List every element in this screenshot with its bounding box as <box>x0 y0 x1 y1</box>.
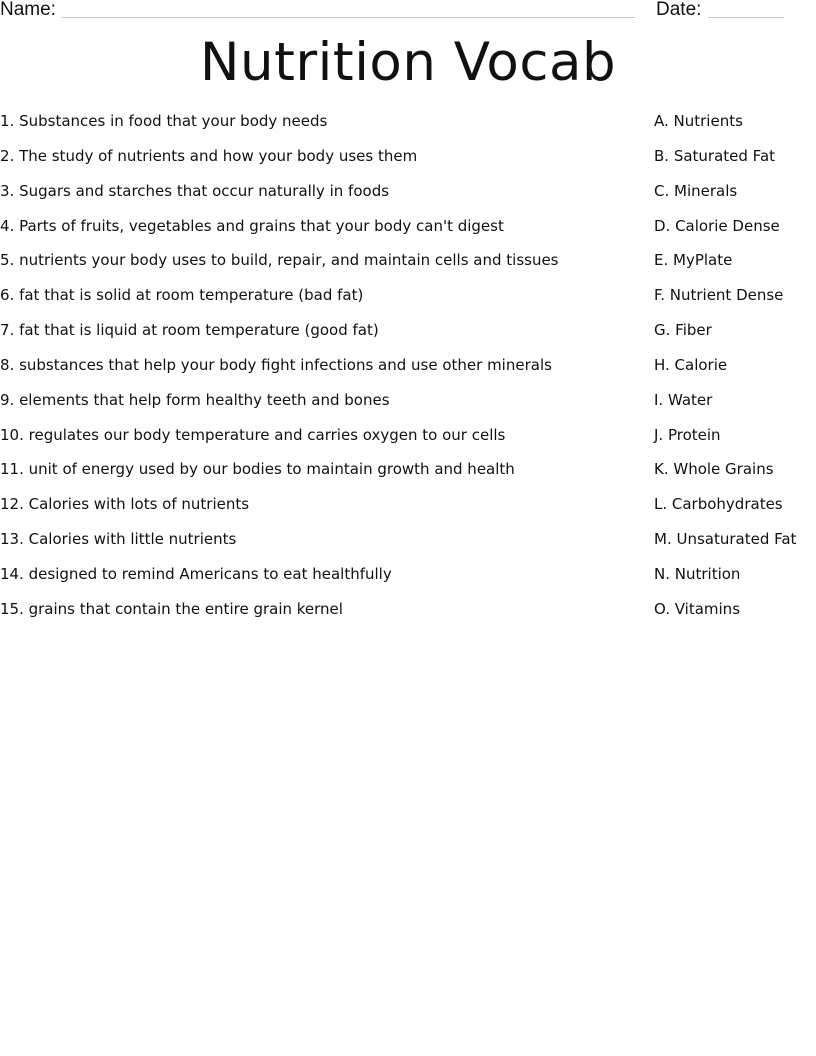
page-title: Nutrition Vocab <box>199 32 617 93</box>
answer-item: N. Nutrition <box>654 564 741 583</box>
answer-item: G. Fiber <box>654 321 712 340</box>
clue-item: 13. Calories with little nutrients <box>0 530 237 549</box>
clue-item: 10. regulates our body temperature and carries oxygen to our cells <box>0 425 506 444</box>
date-label: Date: <box>656 0 702 20</box>
answer-item: J. Protein <box>654 425 721 444</box>
answer-item: D. Calorie Dense <box>654 216 780 235</box>
clue-item: 8. substances that help your body fight infections and use other minerals <box>0 355 552 374</box>
answer-item: B. Saturated Fat <box>654 146 776 165</box>
clue-item: 11. unit of energy used by our bodies to maintain growth and health <box>0 460 515 479</box>
answer-item: C. Minerals <box>654 181 738 200</box>
answer-item: K. Whole Grains <box>654 460 774 479</box>
clue-item: 5. nutrients your body uses to build, repair, and maintain cells and tissues <box>0 251 559 270</box>
clue-item: 1. Substances in food that your body needs <box>0 112 328 130</box>
worksheet-header <box>0 0 816 24</box>
answer-list <box>654 112 814 635</box>
answer-item: F. Nutrient Dense <box>654 286 784 305</box>
answer-item: H. Calorie <box>654 355 728 374</box>
name-label: Name: <box>0 0 56 20</box>
clue-item: 7. fat that is liquid at room temperature (good fat) <box>0 321 379 340</box>
answer-item: L. Carbohydrates <box>654 495 783 514</box>
answer-item: O. Vitamins <box>654 599 741 618</box>
answer-item: E. MyPlate <box>654 251 733 270</box>
clue-item: 6. fat that is solid at room temperature (bad fat) <box>0 286 364 305</box>
clue-item: 14. designed to remind Americans to eat healthfully <box>0 564 392 583</box>
date-field-line[interactable] <box>708 17 784 18</box>
clue-item: 2. The study of nutrients and how your body uses them <box>0 146 418 165</box>
answer-item: M. Unsaturated Fat <box>654 530 797 549</box>
clue-item: 12. Calories with lots of nutrients <box>0 495 250 514</box>
clue-item: 4. Parts of fruits, vegetables and grains that your body can't digest <box>0 216 504 235</box>
clue-item: 15. grains that contain the entire grain kernel <box>0 599 343 618</box>
clue-item: 9. elements that help form healthy teeth and bones <box>0 390 390 409</box>
answer-item: A. Nutrients <box>654 112 743 130</box>
name-field-line[interactable] <box>62 17 635 18</box>
clue-list <box>0 112 620 635</box>
clue-item: 3. Sugars and starches that occur naturally in foods <box>0 181 390 200</box>
answer-item: I. Water <box>654 390 713 409</box>
